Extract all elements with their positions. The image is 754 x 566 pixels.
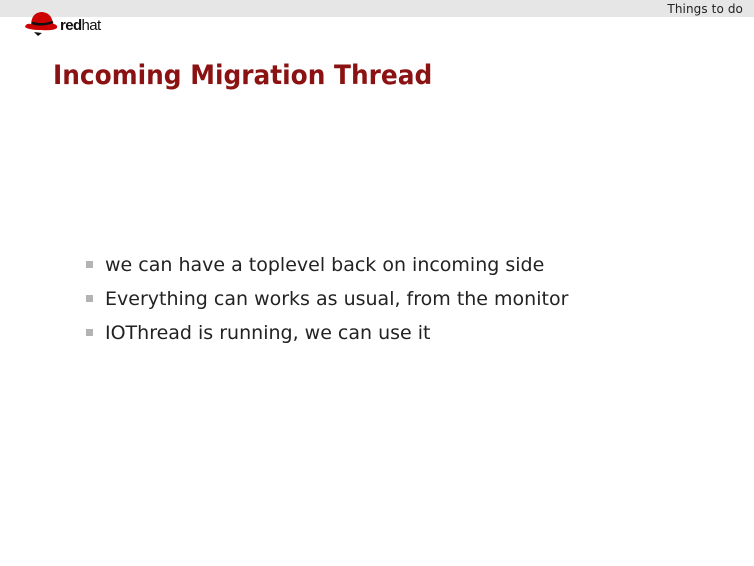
bullet-marker [86, 261, 93, 268]
red-hat-logo [24, 9, 124, 37]
logo-wordmark [60, 17, 101, 35]
bullet-marker [86, 329, 93, 336]
slide-title: Incoming Migration Thread [53, 60, 433, 91]
bullet-item [86, 250, 568, 284]
bullet-text: IOThread is running, we can use it [105, 322, 431, 344]
bullet-marker [86, 295, 93, 302]
bullet-list [86, 250, 568, 352]
logo-word-bold: red [60, 17, 82, 34]
logo-word-regular: hat [81, 17, 101, 34]
bullet-text: we can have a toplevel back on incoming side [105, 254, 545, 276]
section-label: Things to do [667, 2, 743, 16]
bullet-item [86, 284, 568, 318]
red-hat-icon [24, 9, 60, 37]
bullet-item [86, 318, 568, 352]
bullet-text: Everything can works as usual, from the monitor [105, 288, 569, 310]
